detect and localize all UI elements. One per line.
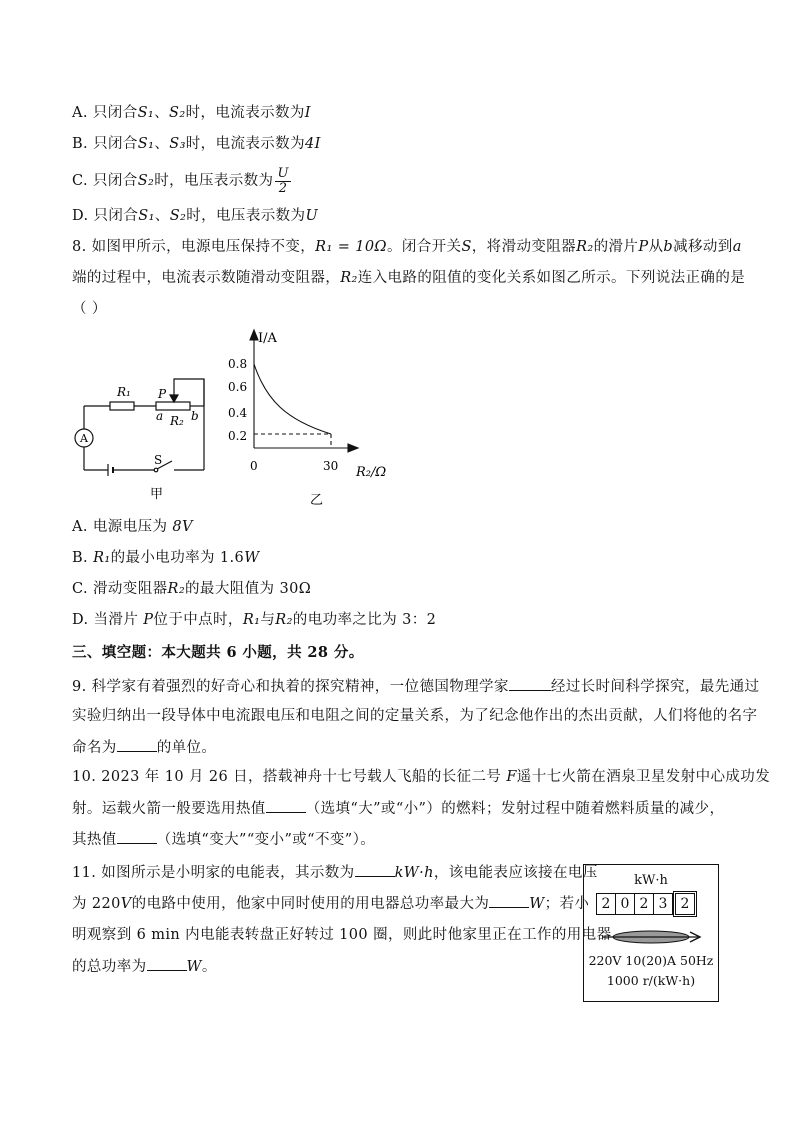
label-s: S (154, 453, 163, 467)
q11-line1: 11. 如图所示是小明家的电能表，其示数为 kW·h，该电能表应该接在电压 (72, 862, 598, 883)
fraction-denominator: 2 (278, 180, 288, 196)
option-text: D. 只闭合 (72, 208, 139, 224)
option-text: B. 只闭合 (72, 136, 138, 152)
q10-line3: 其热值 （选填“变大”“变小”或“不变”）。 (72, 829, 375, 850)
current-resistance-graph (226, 328, 396, 508)
symbol-s2: S₂ (169, 208, 187, 224)
q11-line4: 的总功率为 W。 (72, 956, 217, 977)
figure-caption-jia: 甲 (150, 487, 164, 502)
q10-line2: 射。运载火箭一般要选用热值 （选填“大”或“小”）的燃料；发射过程中随着燃料质量的减少， (72, 798, 724, 819)
q11-line3: 明观察到 6 min 内电能表转盘正好转过 100 圈，则此时他家里正在工作的用电器 (72, 927, 612, 943)
option-8c: C. 滑动变阻器R₂的最大阻值为 30Ω (72, 581, 312, 597)
option-text: 时，电流表示数为 (185, 136, 305, 152)
meter-spec-constant: 1000 r/(kW·h) (606, 973, 696, 988)
curve (254, 364, 331, 434)
q9-line1: 9. 科学家有着强烈的好奇心和执着的探究精神，一位德国物理学家 经过长时间科学探究，最先通过 (72, 676, 759, 697)
value: U (305, 208, 319, 224)
ammeter-label: A (80, 432, 88, 445)
q8-line1: 8. 如图甲所示，电源电压保持不变，R₁ = 10Ω。闭合开关S，将滑动变阻器R₂的滑片P从b减移动到a (72, 239, 742, 255)
label-p: P (158, 387, 167, 401)
y-tick-0-2: 0.2 (228, 429, 248, 443)
answer-blank[interactable] (266, 798, 306, 813)
option-text: 时，电压表示数为 (154, 173, 274, 189)
meter-unit-label: kW·h (634, 873, 668, 888)
symbol-s1: S₁ (137, 105, 155, 121)
meter-disc-icon (596, 925, 708, 949)
meter-digit: 3 (653, 893, 673, 915)
meter-spec-rating: 220V 10(20)A 50Hz (588, 953, 714, 968)
option-7b (72, 134, 321, 154)
symbol-s1: S₁ (138, 208, 155, 224)
label-b: b (191, 409, 199, 423)
figure-caption-yi: 乙 (310, 493, 324, 508)
answer-blank[interactable] (147, 956, 187, 971)
q9-line2: 实验归纳出一段导体中电流跟电压和电阻之间的定量关系，为了纪念他作出的杰出贡献，人们将他的名字 (72, 708, 758, 724)
meter-digit-decimal: 2 (675, 893, 695, 915)
answer-blank[interactable] (489, 893, 529, 908)
x-tick-0: 0 (250, 459, 258, 473)
x-axis-label: R₂/Ω (356, 465, 387, 480)
separator: 、 (154, 105, 170, 121)
q9-line3: 命名为 的单位。 (72, 737, 216, 758)
option-text: A. 只闭合 (72, 105, 138, 121)
q8-line2: 端的过程中，电流表示数随滑动变阻器，R₂连入电路的阻值的变化关系如图乙所示。下列说法正确的是 (72, 270, 746, 286)
label-a: a (156, 409, 164, 423)
meter-digit: 2 (596, 893, 616, 915)
label-r1: R₁ (117, 385, 131, 399)
answer-blank[interactable] (117, 737, 157, 752)
q10-line1: 10. 2023 年 10 月 26 日，搭载神舟十七号载人飞船的长征二号 F遥十七火箭在酒泉卫星发射中心成功发 (72, 769, 771, 785)
fraction-numerator: U (277, 165, 289, 181)
value: I (304, 105, 311, 121)
symbol-s2: S₂ (169, 105, 186, 121)
answer-blank[interactable] (355, 862, 395, 877)
option-8b: B. R₁的最小电功率为 1.6W (72, 550, 260, 566)
option-8d: D. 当滑片 P位于中点时，R₁与R₂的电功率之比为 3：2 (72, 612, 437, 628)
symbol-s1: S₁ (137, 136, 155, 152)
q11-line2: 为 220V的电路中使用，他家中同时使用的用电器总功率最大为 W；若小 (72, 893, 589, 914)
option-text: 时，电流表示数为 (185, 105, 305, 121)
resistor-r1 (110, 402, 134, 410)
y-tick-0-6: 0.6 (228, 380, 248, 394)
symbol-s2: S₂ (137, 173, 155, 189)
value: 4I (304, 136, 321, 152)
option-7c (72, 164, 293, 198)
x-axis-arrow (348, 444, 358, 452)
circuit-diagram (70, 368, 220, 503)
x-tick-30: 30 (323, 459, 339, 473)
separator: 、 (154, 208, 170, 224)
option-8a: A. 电源电压为 8V (72, 519, 193, 535)
meter-digit: 0 (615, 893, 635, 915)
meter-digit: 2 (634, 893, 654, 915)
q8-answer-bracket: （ ） (72, 301, 107, 317)
energy-meter (583, 864, 719, 1002)
y-tick-0-4: 0.4 (228, 406, 248, 420)
option-7a (72, 103, 311, 123)
label-r2: R₂ (170, 414, 184, 428)
option-text: 时，电压表示数为 (186, 208, 306, 224)
meter-digits (596, 893, 694, 915)
y-tick-0-8: 0.8 (228, 357, 248, 371)
section-heading: 三、填空题：本大题共 6 小题，共 28 分。 (72, 644, 364, 661)
answer-blank[interactable] (117, 829, 157, 844)
symbol-s3: S₃ (169, 136, 186, 152)
separator: 、 (154, 136, 170, 152)
y-axis-label: I/A (258, 331, 277, 346)
fraction (275, 167, 290, 196)
option-text: C. 只闭合 (72, 173, 138, 189)
y-axis-arrow (250, 330, 258, 340)
answer-blank[interactable] (509, 676, 551, 691)
option-7d (72, 206, 318, 226)
slider-arrow (170, 395, 178, 402)
